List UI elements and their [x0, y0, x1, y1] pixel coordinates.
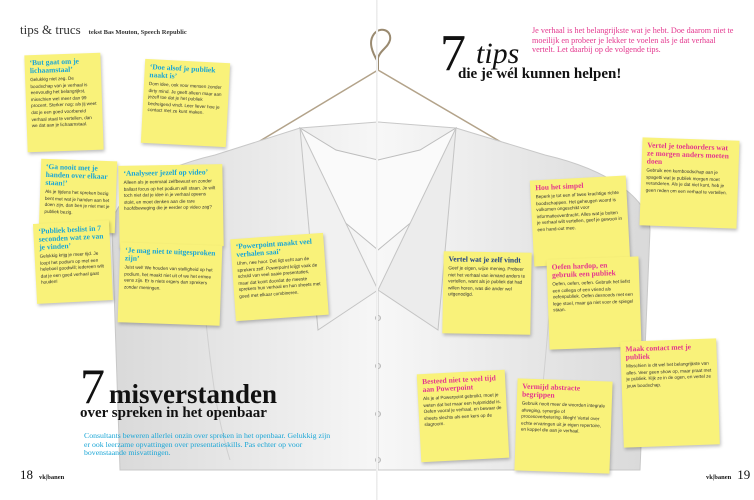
- sticky-note: [546, 256, 641, 349]
- sticky-note: [530, 176, 630, 267]
- deck-text: Consultants beweren allerlei onzin over spreken in het openbaar. Gelukkig zijn er ook leerzame opvattingen over presentatieskills. Pas echter op voor bovenstaande misvattingen.: [84, 431, 331, 458]
- note-body: Oefen, oefen, oefen. Gebruik het liefst een collega of een vriend als oefenpubliek. Oefen desnoods met een lege stoel, maar ga niet voor de spiegel staan.: [552, 278, 634, 313]
- note-title: ‘But gaat om je lichaamstaal’: [29, 56, 80, 76]
- tips-word: tips: [476, 37, 520, 70]
- note-title: ‘Ga nooit met je handen over elkaar staan!’: [45, 161, 108, 188]
- note-title: ‘Powerpoint maakt veel verhalen saai’: [235, 236, 313, 259]
- note-body: Misschien is dit wel het belangrijkste van alles. Veer geen show op, maar praat met je publiek. Kijk ze in de ogen, en vertel ze jouw boodschap.: [625, 360, 712, 389]
- misverstanden-number: 7: [80, 358, 105, 414]
- magazine-name-left: vk|banen: [39, 474, 65, 481]
- note-body: Gebruik een kernboodschap aan je spagetti wat je publiek morgen moet veranderen. Als je dat niet kunt, heb je geen reden om een verhaal te vertellen.: [645, 167, 727, 196]
- magazine-name-right: vk|banen: [706, 474, 732, 481]
- note-body: Alleen als je eenmaal zelfbewust en zonder ballast focus op het podium will staan. Je wilt toch niet dat je idee in je verhaal opeens stokt, en moet denken aan die rare hoofdbeweging die je eerder op video zag?: [123, 178, 216, 212]
- note-body: Dom idee, ook voor mensen zonder dirty mind. Je geeft alleen maar aan jezelf toe dat je het publiek bedreigend vindt. Leer liever hoe je contact met ze kunt maken.: [147, 81, 222, 116]
- sticky-note: [118, 242, 223, 326]
- sticky-note: [230, 233, 328, 321]
- note-body: Als je al Powerpoint gebruikt, moet je weten dat het maar een hulpmiddel is. Oefen vooral je verhaal, en bewaar de sheets slechts als een kers op de slagroom.: [422, 392, 502, 428]
- page-number-right: 19: [737, 467, 751, 482]
- sticky-note: [33, 220, 113, 304]
- note-title: ‘Je mag niet te uitgesproken zijn’: [124, 245, 216, 263]
- note-title: ‘Analyseer jezelf op video’: [123, 167, 209, 178]
- sticky-note: [417, 370, 509, 462]
- note-body: Beperk je tot een of twee krachtige richte boodschappen. Het geheugen woord is volkomen ongeschikt voor informatieoverdracht. Alles wat je buiten je verhaal wilt vertellen, geef je gewoon in een hand-out mee.: [535, 189, 623, 233]
- author-credit: tekst Bas Mouton, Speech Republic: [88, 29, 187, 36]
- note-body: Gebruik nooit meer de woorden integrale afweging, synergie of procesoverbetering. Blegh! Vertel over echte ervaringen uit je eigen repertoire, en koppel die aan je verhaal.: [520, 400, 606, 434]
- tips-subtitle: die je wél kunnen helpen!: [458, 66, 622, 82]
- note-body: Als je tijdens het spreken bezig bent met wat je handen aan het doen zijn, dan ben je niet met je publiek bezig.: [44, 188, 110, 215]
- misverstanden-subtitle: over spreken in het openbaar: [80, 405, 267, 421]
- page-gutter: [376, 0, 378, 500]
- note-title: ‘Doe alsof je publiek naakt is’: [149, 62, 216, 81]
- sticky-note: [118, 164, 223, 248]
- note-title: Besteed niet te veel tijd aan Powerpoint: [421, 373, 497, 395]
- folio-right: [706, 466, 750, 484]
- sticky-note: [442, 251, 531, 335]
- note-body: Uhm, nee hoor. Dat ligt echt aan de sprekers zelf. Powerpoint krijgt vaak de schuld van veel saaie presentaties, maar dat komt doordat de meeste sprekers hun verhaal en hun sheets met goed met elkaar combineren.: [236, 255, 321, 299]
- note-title: Vermijd abstracte begrippen: [521, 381, 581, 400]
- sticky-note: [620, 338, 720, 447]
- sticky-note: [24, 53, 103, 153]
- sticky-note: [639, 137, 739, 228]
- note-title: Oefen hardop, en gebruik een publiek: [551, 260, 616, 280]
- note-title: Vertel je toehoorders wat ze morgen anders moeten doen: [646, 140, 729, 167]
- misverstanden-word: misverstanden: [109, 379, 277, 409]
- section-header: [20, 21, 187, 39]
- note-body: Gelukkig krijg je meer tijd. Je loopt het podium op met een heleboel goodwill; iedereen wilt dat je een goed verhaal gaat houden!: [39, 250, 104, 286]
- page-number-left: 18: [20, 467, 33, 482]
- intro-text: Je verhaal is het belangrijkste wat je hebt. Doe daarom niet te moeilijk en probeer je lekker te voelen als je dat verhaal vertelt. Let daarbij op de volgende tips.: [532, 26, 734, 55]
- sticky-note: [514, 378, 612, 473]
- note-title: Maak contact met je publiek: [625, 342, 692, 362]
- note-body: Gelukkig niet zeg. De boodschap van je verhaal is eenvoudig het belangrijkst, misschien wel meer dan 99 procent. Sterker nog: als jij weet dat je een goed voorbereid verhaal staat te vertellen, dan we dat aan je lichaamstaal.: [30, 75, 97, 129]
- note-body: Juist wel! We houden van stelligheid op het podium, het maakt niet uit of we het ermee eens zijn. Er is niets ergers dan sprekers zonder meningen.: [123, 264, 213, 291]
- note-title: Vertel wat je zelf vindt: [448, 254, 521, 265]
- note-title: ‘Publiek beslist in 7 seconden wat ze van je vinden’: [38, 223, 104, 252]
- folio-left: [20, 466, 64, 484]
- sticky-note: [141, 59, 230, 147]
- note-title: Hou het simpel: [534, 180, 584, 193]
- tips-number: 7: [440, 25, 466, 82]
- section-tag: tips & trucs: [20, 22, 81, 37]
- note-body: Geef je eigen, wijze mening. Probeer niet het verhaal van iemand anders te vertellen, want als je publiek dat had willen horen, was die ander wel uitgenodigd.: [447, 265, 526, 298]
